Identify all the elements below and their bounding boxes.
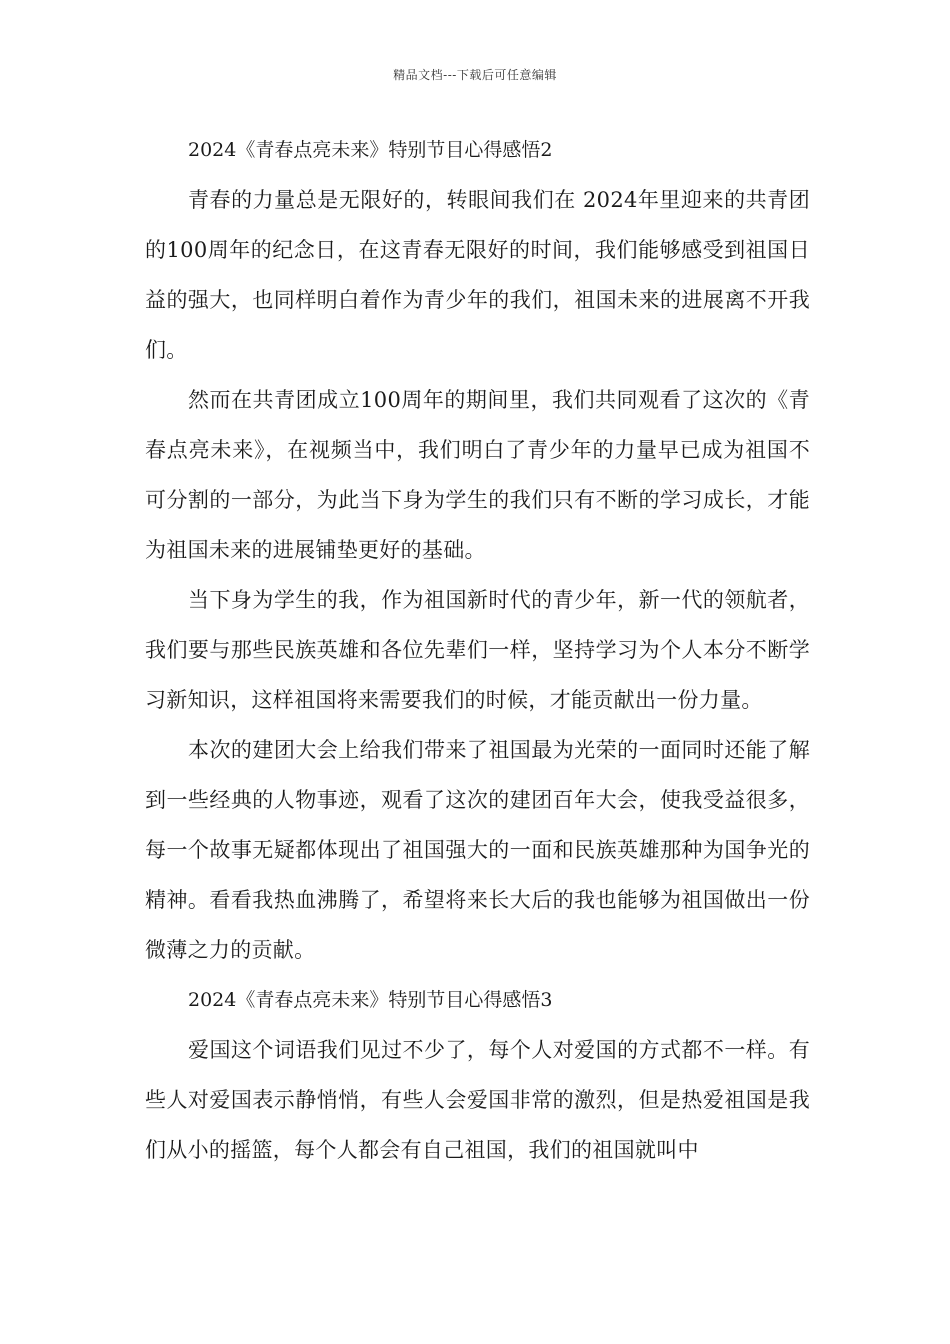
document-body xyxy=(145,125,810,1175)
paragraph: 青春的力量总是无限好的，转眼间我们在 2024年里迎来的共青团的100周年的纪念日，在这青春无限好的时间，我们能够感受到祖国日益的强大，也同样明白着作为青少年的我们，祖国未来的进展离不开我们。 xyxy=(145,188,810,362)
page-header: 精品文档---下载后可任意编辑 xyxy=(393,68,557,82)
section-heading: 2024《青春点亮未来》特别节目心得感悟2 xyxy=(188,139,553,161)
paragraph: 爱国这个词语我们见过不少了，每个人对爱国的方式都不一样。有些人对爱国表示静悄悄，有些人会爱国非常的激烈，但是热爱祖国是我们从小的摇篮，每个人都会有自己祖国，我们的祖国就叫中 xyxy=(145,1038,810,1162)
paragraph: 当下身为学生的我，作为祖国新时代的青少年，新一代的领航者，我们要与那些民族英雄和各位先辈们一样，坚持学习为个人本分不断学习新知识，这样祖国将来需要我们的时候，才能贡献出一份力量。 xyxy=(145,588,810,712)
section-heading: 2024《青春点亮未来》特别节目心得感悟3 xyxy=(188,989,553,1011)
paragraph: 然而在共青团成立100周年的期间里，我们共同观看了这次的《青春点亮未来》，在视频当中，我们明白了青少年的力量早已成为祖国不可分割的一部分，为此当下身为学生的我们只有不断的学习成长，才能为祖国未来的进展铺垫更好的基础。 xyxy=(145,388,810,562)
paragraph: 本次的建团大会上给我们带来了祖国最为光荣的一面同时还能了解到一些经典的人物事迹，观看了这次的建团百年大会，使我受益很多，每一个故事无疑都体现出了祖国强大的一面和民族英雄那种为国争光的精神。看看我热血沸腾了，希望将来长大后的我也能够为祖国做出一份微薄之力的贡献。 xyxy=(145,738,810,962)
